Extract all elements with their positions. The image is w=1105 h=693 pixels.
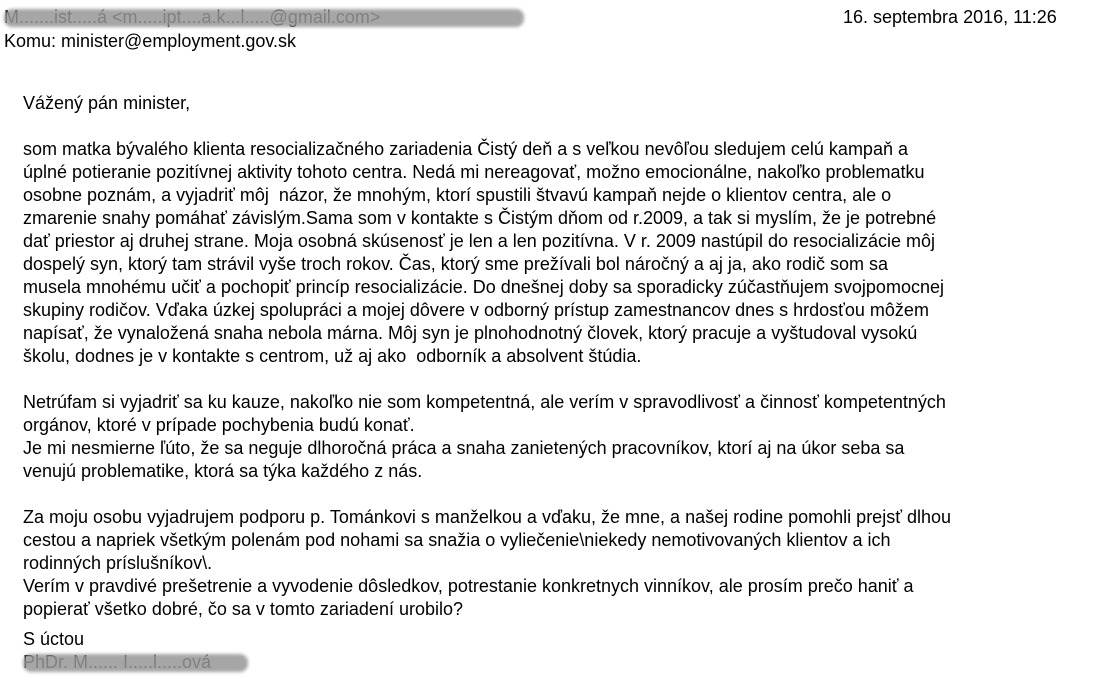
text-line: zmarenie snahy pomáhať závislým.Sama som v kontakte s Čistým dňom od r.2009, a tak si myslím, že je potrebné	[23, 208, 937, 228]
text-line: venujú problematike, ktorá sa týka každého z nás.	[23, 461, 423, 481]
text-line: dať priestor aj druhej strane. Moja osobná skúsenosť je len a len pozitívna. V r. 2009 nastúpil do resocializácie môj	[23, 231, 936, 251]
signature-line	[23, 651, 253, 674]
text-line: Netrúfam si vyjadriť sa ku kauze, nakoľko nie som kompetentná, ale verím v spravodlivosť a činnosť kompetentných	[23, 392, 946, 412]
sender-line	[4, 6, 524, 28]
text-line: cestou a napriek všetkým polenám pod nohami sa snažia o vyliečenie\niekedy nemotivovaných klientov a ich	[23, 530, 891, 550]
text-line: osobne poznám, a vyjadriť môj názor, že mnohým, ktorí spustili štvavú kampaň nejde o klientov centra, ale o	[23, 185, 892, 205]
text-line: úplné potieranie pozitívnej aktivity tohoto centra. Nedá mi nereagovať, možno emocionálne, nakoľko problematku	[23, 162, 925, 182]
letter-body	[23, 92, 1098, 644]
text-line: Je mi nesmierne ľúto, že sa neguje dlhoročná práca a snaha zanietených pracovníkov, ktorí aj na úkor seba sa	[23, 438, 905, 458]
text-line: som matka bývalého klienta resocializačného zariadenia Čistý deň a s veľkou nevôľou sledujem celú kampaň a	[23, 139, 908, 159]
closing: S úctou	[23, 629, 85, 649]
text-line: napísať, že vynaložená snaha nebola márna. Môj syn je plnohodnotný človek, ktorý pracuje a vyštudoval vysokú	[23, 323, 918, 343]
recipient-line: Komu: minister@employment.gov.sk	[4, 31, 297, 51]
redaction-overlay	[4, 9, 524, 27]
paragraph-1	[23, 138, 1098, 368]
text-line: skupiny rodičov. Vďaka úzkej spolupráci a mojej dôvere v odborný prístup zamestnancov dnes s hrdosťou môžem	[23, 300, 929, 320]
text-line: rodinných príslušníkov\.	[23, 553, 213, 573]
greeting: Vážený pán minister,	[23, 93, 191, 113]
text-line: školu, dodnes je v kontakte s centrom, už aj ako odborník a absolvent štúdia.	[23, 346, 642, 366]
redaction-overlay	[23, 654, 248, 672]
text-line: dospelý syn, ktorý tam strávil vyše troch rokov. Čas, ktorý sme prežívali bol náročný a aj ja, ako rodič som sa	[23, 254, 888, 274]
text-line: Verím v pravdivé prešetrenie a vyvodenie dôsledkov, potrestanie konkretnych vinníkov, ale prosím prečo haniť a	[23, 576, 914, 596]
text-line: Za moju osobu vyjadrujem podporu p. Tománkovi s manželkou a vďaku, že mne, a našej rodine pomohli prejsť dlhou	[23, 507, 951, 527]
paragraph-3	[23, 506, 1098, 621]
paragraph-2	[23, 391, 1098, 483]
text-line: musela mnohému učiť a pochopiť princíp resocializácie. Do dnešnej doby sa sporadicky zúčastňujem svojpomocnej	[23, 277, 944, 297]
text-line: orgánov, ktoré v prípade pochybenia budú konať.	[23, 415, 415, 435]
sent-date: 16. septembra 2016, 11:26	[843, 7, 1057, 27]
text-line: popierať všetko dobré, čo sa v tomto zariadení urobilo?	[23, 599, 463, 619]
